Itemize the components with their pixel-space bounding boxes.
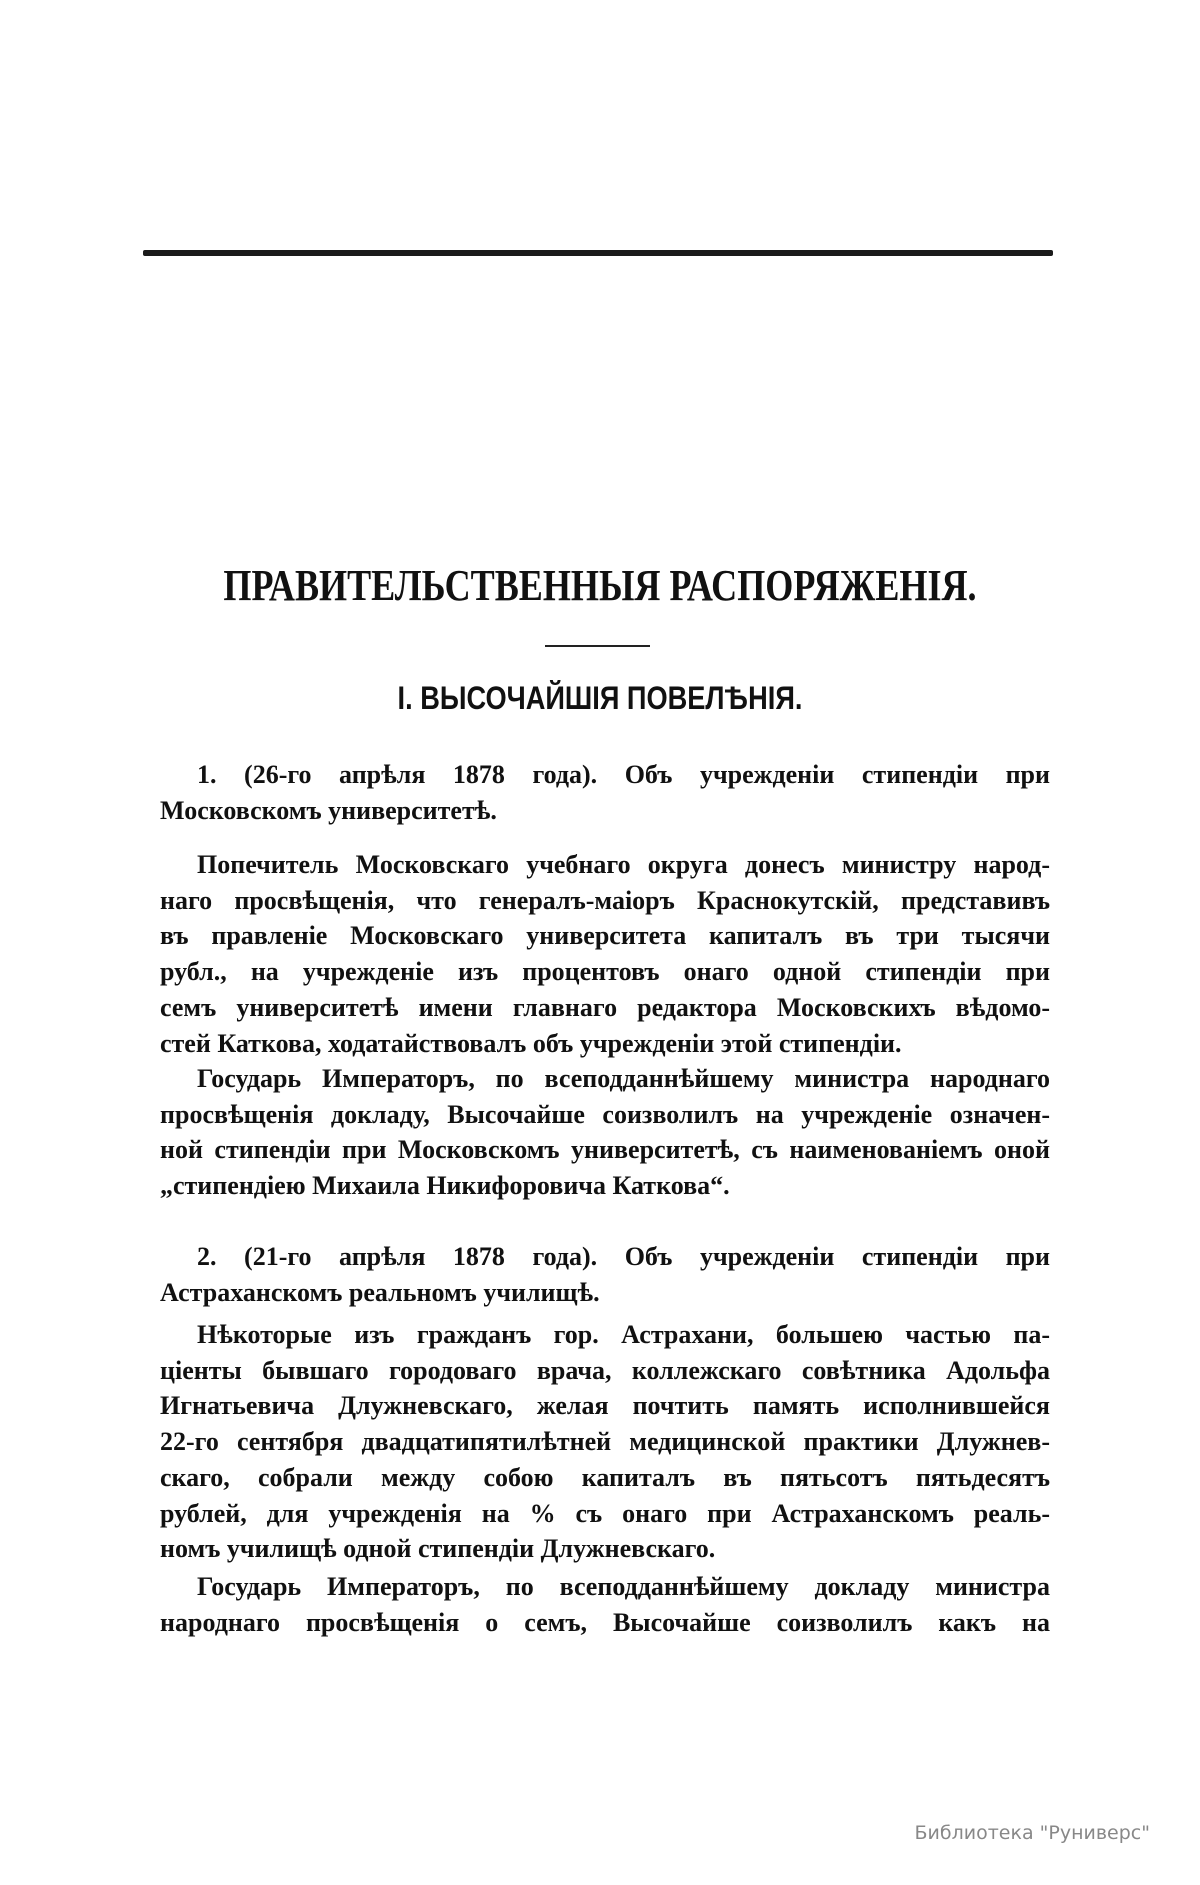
paragraph-line: рублей, для учрежденія на % съ онаго при Астраханскомъ реаль- xyxy=(160,1498,1050,1528)
item-heading-line: Московскомъ университетѣ. xyxy=(160,795,497,825)
paragraph-line: номъ училищѣ одной стипендіи Длужневскаго. xyxy=(160,1534,716,1564)
top-rule xyxy=(143,250,1053,256)
item-heading-line: Астраханскомъ реальномъ училищѣ. xyxy=(160,1277,600,1307)
divider xyxy=(545,645,650,647)
paragraph-line: ной стипендіи при Московскомъ университетѣ, съ наименованіемъ оной xyxy=(160,1135,1050,1165)
paragraph-line: скаго, собрали между собою капиталъ въ пятьсотъ пятьдесятъ xyxy=(160,1462,1050,1492)
page-title: ПРАВИТЕЛЬСТВЕННЫЯ РАСПОРЯЖЕНІЯ. xyxy=(223,561,977,610)
paragraph-line: „стипендіею Михаила Никифоровича Каткова“. xyxy=(160,1171,730,1201)
paragraph-line: въ правленіе Московскаго университета капиталъ въ три тысячи xyxy=(160,921,1050,951)
paragraph-line: просвѣщенія докладу, Высочайше соизволилъ на учрежденіе означен- xyxy=(160,1099,1050,1129)
paragraph-line: ціенты бывшаго городоваго врача, коллежскаго совѣтника Адольфа xyxy=(160,1355,1050,1385)
paragraph-line: стей Каткова, ходатайствовалъ объ учрежденіи этой стипендіи. xyxy=(160,1028,902,1058)
paragraph-line: рубл., на учрежденіе изъ процентовъ онаго одной стипендіи при xyxy=(160,957,1050,987)
paragraph-line: Попечитель Московскаго учебнаго округа донесъ министру народ- xyxy=(197,850,1050,879)
paragraph-line: Государь Императоръ, по всеподданнѣйшему министра народнаго xyxy=(197,1064,1050,1093)
section-heading: I. ВЫСОЧАЙШІЯ ПОВЕЛѢНІЯ. xyxy=(397,680,803,716)
paragraph-line: Игнатьевича Длужневскаго, желая почтить память исполнившейся xyxy=(160,1391,1050,1421)
library-watermark: Библиотека "Руниверс" xyxy=(914,1822,1150,1844)
paragraph-line: народнаго просвѣщенія о семъ, Высочайше соизволилъ какъ на xyxy=(160,1607,1050,1637)
paragraph-line: наго просвѣщенія, что генералъ-маіоръ Краснокутскій, представивъ xyxy=(160,885,1050,915)
item-heading-line: 2. (21-го апрѣля 1878 года). Объ учрежденіи стипендіи при xyxy=(197,1242,1050,1271)
paragraph-line: Государь Императоръ, по всеподданнѣйшему докладу министра xyxy=(197,1572,1050,1601)
paragraph-line: семъ университетѣ имени главнаго редактора Московскихъ вѣдомо- xyxy=(160,992,1050,1022)
paragraph-line: Нѣкоторые изъ гражданъ гор. Астрахани, большею частью па- xyxy=(197,1320,1050,1349)
paragraph-line: 22-го сентября двадцатипятилѣтней медицинской практики Длужнев- xyxy=(160,1427,1050,1457)
item-heading-line: 1. (26-го апрѣля 1878 года). Объ учрежденіи стипендіи при xyxy=(197,760,1050,789)
